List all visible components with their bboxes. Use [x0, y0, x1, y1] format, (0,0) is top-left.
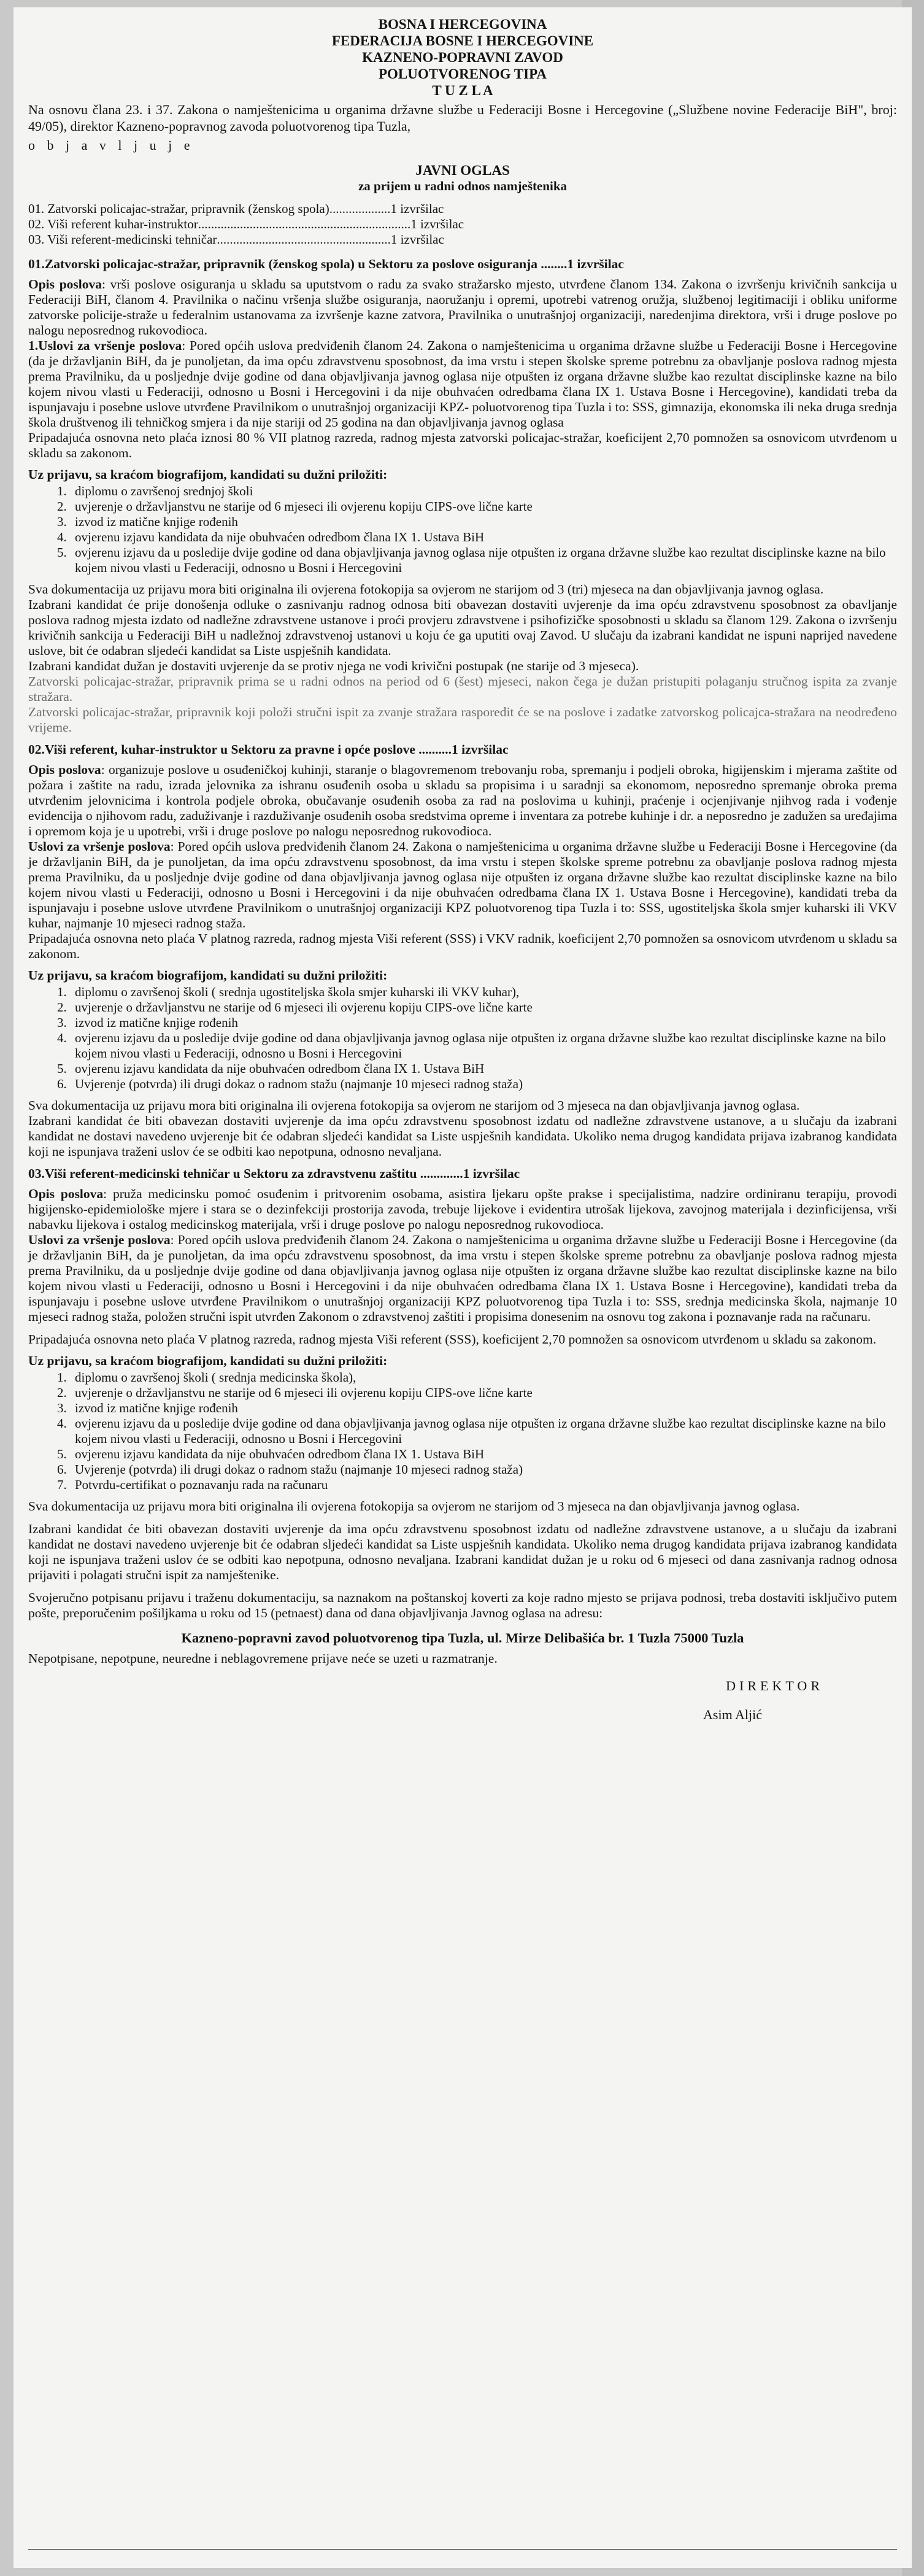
document-item: 2. uvjerenje o državljanstvu ne starije od 6 mjeseci ili ovjerenu kopiju CIPS-ove lične karte — [70, 1000, 897, 1015]
job-description-label: Opis poslova — [28, 1186, 104, 1201]
document-item: 3. izvod iz matične knjige rođenih — [70, 1401, 897, 1416]
job-description — [28, 1186, 897, 1232]
header-line-city: T U Z L A — [432, 83, 493, 98]
documentation-note: Sva dokumentacija uz prijavu mora biti originalna ili ovjerena fotokopija sa ovjerom ne starijom od 3 mjeseca na dan objavljivanja javnog oglasa. — [28, 1098, 800, 1113]
submission-instructions: Svojeručno potpisanu prijavu i traženu dokumentaciju, sa naznakom na poštanskoj koverti za koje radno mjesto se prijava podnosi, treba dostaviti isključivo putem pošte, preporučenim pošiljkama u roku od 15 (petnaest) dana od dana objavljivanja Javnog oglasa na adresu: — [28, 1590, 897, 1620]
document-item: 1. diplomu o završenoj školi ( srednja medicinska škola), — [70, 1370, 897, 1385]
documentation-note: Sva dokumentacija uz prijavu mora biti originalna ili ovjerena fotokopija sa ovjerom ne starijom od 3 (tri) mjeseca na dan objavljivanja javnog oglasa. — [28, 582, 824, 597]
job-requirements-label: 1.Uslovi za vršenje poslova — [28, 338, 182, 353]
section-heading: 01.Zatvorski policajac-stražar, pripravnik (ženskog spola) u Sektoru za poslove osiguranja ........1 izvršilac — [28, 257, 624, 271]
health-certificate-note: Izabrani kandidat će prije donošenja odluke o zasnivanju radnog odnosa biti obavezan dostaviti uvjerenje da ima opću zdravstvenu sposobnost za obavljanje poslova radnog mjesta izdato od nadležne zdravstvene ustanove i proći provjeru zdravstvene i psihofizičke sposobnosti u skladu sa članom 129. Zakona o izvršenju krivičnih sankcija u Federaciji BiH u nadležnoj zdravstvenoj ustanovi u koju će ga uputiti ovaj Zavod. U slučaju da izabrani kandidat ne ispuni naprijed navedene uslove, bit će odabran sljedeći kandidat sa Liste uspješnih kandidata. — [28, 597, 897, 658]
spacer — [28, 1514, 897, 1522]
position-name: 02. Viši referent kuhar-instruktor — [28, 217, 198, 231]
signature-name: Asim Aljić — [703, 1707, 762, 1722]
documents-heading: Uz prijavu, sa kraćom biografijom, kandidati su dužni priložiti: — [28, 1353, 388, 1368]
document-item: 5. ovjerenu izjavu da u posledije dvije godine od dana objavljivanja javnog oglasa nije otpušten iz organa državne službe kao rezultat disciplinske kazne na bilo kojem nivou vlasti u Federaciji, odnosno u Bosni i Hercegovini — [70, 545, 897, 576]
document-item: 4. ovjerenu izjavu da u posledije dvije godine od dana objavljivanja javnog oglasa nije otpušten iz organa državne službe kao rezultat disciplinske kazne na bilo kojem nivou vlasti u Federaciji, odnosno u Bosni i Hercegovini — [70, 1031, 897, 1061]
job-requirements — [28, 338, 897, 430]
institution-header — [28, 16, 897, 99]
job-description-text: : organizuje poslove u osuđeničkoj kuhinji, staranje o blagovremenom trebovanju roba, spremanju i podjeli obroka, higijenskim i mjerama zaštite od požara i zaštite na radu, izrada jelovnika za ishranu osuđenih osoba u skladu sa propisima i u saradnji sa ekonomom, neposredno spremanje obroka prema utvrđenim jelovnicima i kontrola podjele obroka, obučavanje osuđenih osoba za rad na poslovima u kuhinji, praćenje i ocjenjivanje njihvog rada i vođenje evidencija o njihovom radu, zaduživanje i razduživanje osuđenih osoba sredstvima opreme i inventara za potrebe kuhinje i dr. a neposredno je zadužen sa uređajima i opremom koja je u upotrebi, vrši i druge poslove po nalogu neposrednog rukovodioca. — [28, 762, 897, 838]
signature-title: DIREKTOR — [726, 1678, 823, 1693]
section-medical-technician — [28, 1166, 897, 1583]
position-name: 03. Viši referent-medicinski tehničar — [28, 232, 217, 247]
job-description-text: : pruža medicinsku pomoć osuđenim i pritvorenim osobama, asistira ljekaru opšte prakse i specijalistima, nadzire ordiniranu terapiju, provodi higijensko-epidemiološke mjere i stara se o dezinfekciji prostorija zavoda, trebuje lijekove i evidentira utrošak lijekova, zavojnog materijala i dezinficijensa, vrši nabavku lijekova i ostalog medicinskog materijala, vrši i druge poslove po nalogu neposrednog rukovodioca. — [28, 1186, 897, 1232]
job-requirements-text: : Pored općih uslova predviđenih članom 24. Zakona o namještenicima u organima državne službe u Federaciji Bosne i Hercegovine (da je državljanin BiH, da je punoljetan, da ima opću zdravstvenu sposobnost, da ima vrstu i stepen školske spreme potrebnu za obavljanje poslova radnog mjesta prema Pravilniku, da u posljednje dvije godine od dana objavljivanja javnog oglasa nije otpušten iz organa državne službe kao rezultat disciplinske kazne na bilo kojem nivou vlasti u Federaciji, odnosno u Bosni i Hercegovini i da nije obuhvaćen odredbama člana IX 1. Ustava Bosne i Hercegovine), kandidati treba da ispunjavaju i posebne uslove utvrđene Pravilnikom o unutrašnjoj organizaciji KPZ poluotvorenog tipa Tuzla i to: SSS, srednja medicinska škola, najmanje 10 mjeseci radnog staža, položen stručni ispit utvrđen Zakonom o zdravstvenoj zaštiti i propisima donesenim na osnovu tog zakona i poznavanje rada na računaru. — [28, 1232, 897, 1324]
documents-heading: Uz prijavu, sa kraćom biografijom, kandidati su dužni priložiti: — [28, 467, 388, 482]
criminal-record-note: Izabrani kandidat dužan je dostaviti uvjerenje da se protiv njega ne vodi krivični postupak (ne starije od 3 mjeseca). — [28, 659, 639, 673]
document-item: 1. diplomu o završenoj srednjoj školi — [70, 484, 897, 499]
position-count: 1 izvršilac — [390, 201, 444, 216]
section-heading: 02.Viši referent, kuhar-instruktor u Sektoru za pravne i opće poslove ..........1 izvršilac — [28, 742, 509, 757]
job-requirements-text: : Pored općih uslova predviđenih članom 24. Zakona o namještenicima u organima državne službe u Federaciji Bosne i Hercegovine (da je državljanin BiH, da je punoljetan, da ima opću zdravstvenu sposobnost, da ima vrstu i stepen školske spreme potrebnu za obavljanje poslova radnog mjesta prema Pravilniku, da u posljednje dvije godine od dana objavljivanja javnog oglasa nije otpušten iz organa državne službe kao rezultat disciplinske kazne na bilo kojem nivou vlasti u Federaciji, odnosno u Bosni i Hercegovini i da nije obuhvaćen odredbama člana IX 1. Ustava Bosne i Hercegovine), kandidati treba da ispunjavaju i posebne uslove utvrđene Pravilnikom o unutrašnjoj organizaciji KPZ- poluotvorenog tipa Tuzla i to: SSS, gimnazija, ekonomska ili neka druga srednja škola društvenog ili tehničkog smjera i da nije stariji od 25 godina na dan objavljivanja javnog oglasa — [28, 338, 897, 430]
bottom-rule — [28, 2549, 897, 2550]
position-summary-row — [28, 217, 897, 232]
health-certificate-note: Izabrani kandidat će biti obavezan dostaviti uvjerenje da ima opću zdravstvenu sposobnost izdatu od nadležne zdravstvene ustanove, a u slučaju da izabrani kandidat ne dostavi navedeno uvjerenje bit će odabran sljedeći kandidat sa Liste uspješnih kandidata. Ukoliko nema drugog kandidata prijava izabranog kandidata koji ne ispunjava traženi uslov će se odbiti kao nepotpuna, odnosno nevaljana. — [28, 1113, 897, 1159]
positions-summary — [28, 201, 897, 247]
job-advertisement-page — [13, 7, 912, 2568]
document-item: 3. izvod iz matične knjige rođenih — [70, 514, 897, 530]
health-certificate-note: Izabrani kandidat će biti obavezan dostaviti uvjerenje da ima opću zdravstvenu sposobnost izdatu od nadležne zdravstvene ustanove, a u slučaju da izabrani kandidat ne dostavi navedeno uvjerenje bit će odabran sljedeći kandidat sa Liste uspješnih kandidata. Ukoliko nema drugog kandidata prijava izabranog kandidata koji ne ispunjava traženi uslov će se odbiti kao nepotpuna, odnosno nevaljana. Izabrani kandidat dužan je u roku od 6 mjeseci od dana zasnivanja radnog odnosa prijaviti i polagati stručni ispit za namještenike. — [28, 1522, 897, 1582]
ad-title: JAVNI OGLAS — [415, 163, 510, 178]
leader-dots: ...................................................... — [217, 232, 391, 247]
job-description-label: Opis poslova — [28, 762, 101, 777]
section-prison-guard — [28, 256, 897, 735]
document-item: 5. ovjerenu izjavu kandidata da nije obuhvaćen odredbom člana IX 1. Ustava BiH — [70, 1061, 897, 1077]
section-cook-instructor — [28, 741, 897, 1159]
job-requirements-label: Uslovi za vršenje poslova — [28, 1232, 171, 1247]
document-item: 6. Uvjerenje (potvrda) ili drugi dokaz o radnom stažu (najmanje 10 mjeseci radnog staža) — [70, 1077, 897, 1092]
document-item: 6. Uvjerenje (potvrda) ili drugi dokaz o radnom stažu (najmanje 10 mjeseci radnog staža) — [70, 1462, 897, 1477]
document-item: 4. ovjerenu izjavu kandidata da nije obuhvaćen odredbom člana IX 1. Ustava BiH — [70, 530, 897, 545]
documents-heading: Uz prijavu, sa kraćom biografijom, kandidati su dužni priložiti: — [28, 968, 388, 983]
header-line-institution: KAZNENO-POPRAVNI ZAVOD — [362, 50, 563, 65]
position-count: 1 izvršilac — [410, 217, 464, 231]
document-item: 3. izvod iz matične knjige rođenih — [70, 1015, 897, 1031]
job-description — [28, 277, 897, 338]
position-summary-row — [28, 232, 897, 247]
documents-list — [28, 984, 897, 1092]
document-item: 2. uvjerenje o državljanstvu ne starije od 6 mjeseci ili ovjerenu kopiju CIPS-ove lične karte — [70, 499, 897, 514]
salary-paragraph: Pripadajuća osnovna neto plaća V platnog razreda, radnog mjesta Viši referent (SSS) i VKV radnik, koeficijent 2,70 pomnožen sa osnovicom utvrđenom u skladu sa zakonom. — [28, 931, 897, 961]
job-description — [28, 762, 897, 839]
spacer — [28, 1325, 897, 1332]
job-requirements — [28, 1232, 897, 1325]
document-item: 5. ovjerenu izjavu kandidata da nije obuhvaćen odredbom člana IX 1. Ustava BiH — [70, 1447, 897, 1462]
document-item: 1. diplomu o završenoj školi ( srednja ugostiteljska škola smjer kuharski ili VKV kuhar), — [70, 984, 897, 1000]
document-item: 2. uvjerenje o državljanstvu ne starije od 6 mjeseci ili ovjerenu kopiju CIPS-ove lične karte — [70, 1385, 897, 1401]
header-line-type: POLUOTVORENOG TIPA — [378, 66, 547, 82]
header-line-federation: FEDERACIJA BOSNE I HERCEGOVINE — [331, 33, 594, 48]
job-requirements — [28, 839, 897, 931]
header-line-country: BOSNA I HERCEGOVINA — [378, 17, 547, 32]
job-description-text: : vrši poslove osiguranja u skladu sa uputstvom o radu za svako stražarsko mjesto, utvrđene članom 134. Zakona o izvršenju krivičnih sankcija u Federaciji BiH, članom 4. Pravilnika o načinu vršenja službe osiguranja, naoružanju i opremi, upotrebi vatrenog oružja, službenoj legitimaciji i obliku uniforme zatvorske policije-straže u federalnim ustanovama za izvršenje kazne zatvora, Pravilnika o unutrašnjoj organizaciji, naredenjima direktora, vrši i druge poslove po nalogu neposrednog rukovodioca. — [28, 277, 897, 338]
position-count: 1 izvršilac — [390, 232, 444, 247]
exam-note: Zatvorski policajac-stražar, pripravnik koji položi stručni ispit za zvanje stražara rasporedit će se na poslove i zadatke zatvorskog policajca-stražara na neodređeno vrijeme. — [28, 705, 897, 735]
section-heading: 03.Viši referent-medicinski tehničar u Sektoru za zdravstvenu zaštitu .............1 izvršilac — [28, 1166, 520, 1181]
leader-dots: .................................................................. — [198, 217, 411, 231]
mailing-address: Kazneno-popravni zavod poluotvorenog tipa Tuzla, ul. Mirze Delibašića br. 1 Tuzla 75000 Tuzla — [181, 1630, 744, 1646]
job-requirements-text: : Pored općih uslova predviđenih članom 24. Zakona o namještenicima u organima državne službe u Federaciji Bosne i Hercegovine (da je državljanin BiH, da je punoljetan, da ima opću zdravstvenu sposobnost, da ima vrstu i stepen školske spreme potrebnu za obavljanje poslova radnog mjesta prema Pravilniku, da u posljednje dvije godine od dana objavljivanja javnog oglasa nije otpušten iz organa državne službe kao rezultat disciplinske kazne na bilo kojem nivou vlasti u Federaciji, odnosno u Bosni i Hercegovini i da nije obuhvaćen odredbama člana IX 1. Ustava Bosne i Hercegovine), kandidati treba da ispunjavaju i posebne uslove utvrđene Pravilnikom o unutrašnjoj organizaciji KPZ poluotvorenog tipa Tuzla i to: SSS, ugostiteljska škola smjer kuharski ili VKV kuhar, najmanje 10 mjeseci radnog staža. — [28, 839, 897, 930]
internship-note: Zatvorski policajac-stražar, pripravnik prima se u radni odnos na period od 6 (šest) mjeseci, nakon čega je dužan pristupiti polaganju stručnog ispita za zvanje stražara. — [28, 674, 897, 704]
documentation-note: Sva dokumentacija uz prijavu mora biti originalna ili ovjerena fotokopija sa ovjerom ne starijom od 3 mjeseca na dan objavljivanja javnog oglasa. — [28, 1499, 800, 1514]
spacer — [28, 1583, 897, 1590]
job-requirements-label: Uslovi za vršenje poslova — [28, 839, 171, 854]
salary-paragraph: Pripadajuća osnovna neto plaća V platnog razreda, radnog mjesta Viši referent (SSS), koeficijent 2,70 pomnožen sa osnovicom utvrđenom u skladu sa zakonom. — [28, 1332, 877, 1347]
position-name: 01. Zatvorski policajac-stražar, pripravnik (ženskog spola) — [28, 201, 329, 216]
job-description-label: Opis poslova — [28, 277, 102, 292]
intro-paragraph: Na osnovu člana 23. i 37. Zakona o namještenicima u organima državne službe u Federaciji Bosne i Hercegovine („Službene novine Federacije BiH", broj: 49/05), direktor Kazneno-popravnog zavoda poluotvorenog tipa Tuzla, — [28, 102, 897, 134]
leader-dots: ................... — [329, 201, 391, 216]
position-summary-row — [28, 201, 897, 217]
ad-subtitle: za prijem u radni odnos namještenika — [358, 179, 568, 193]
salary-paragraph: Pripadajuća osnovna neto plaća iznosi 80 % VII platnog razreda, radnog mjesta zatvorski policajac-stražar, koeficijent 2,70 pomnožen sa osnovicom utvrđenom u skladu sa zakonom. — [28, 430, 897, 460]
document-item: 7. Potvrdu-certifikat o poznavanju rada na računaru — [70, 1477, 897, 1493]
document-item: 4. ovjerenu izjavu da u posledije dvije godine od dana objavljivanja javnog oglasa nije otpušten iz organa državne službe kao rezultat disciplinske kazne na bilo kojem nivou vlasti u Federaciji, odnosno u Bosni i Hercegovini — [70, 1416, 897, 1447]
rejection-note: Nepotpisane, nepotpune, neuredne i neblagovremene prijave neće se uzeti u razmatranje. — [28, 1651, 498, 1666]
documents-list — [28, 1370, 897, 1493]
documents-list — [28, 484, 897, 576]
intro-action: o b j a v l j u j e — [28, 137, 194, 153]
